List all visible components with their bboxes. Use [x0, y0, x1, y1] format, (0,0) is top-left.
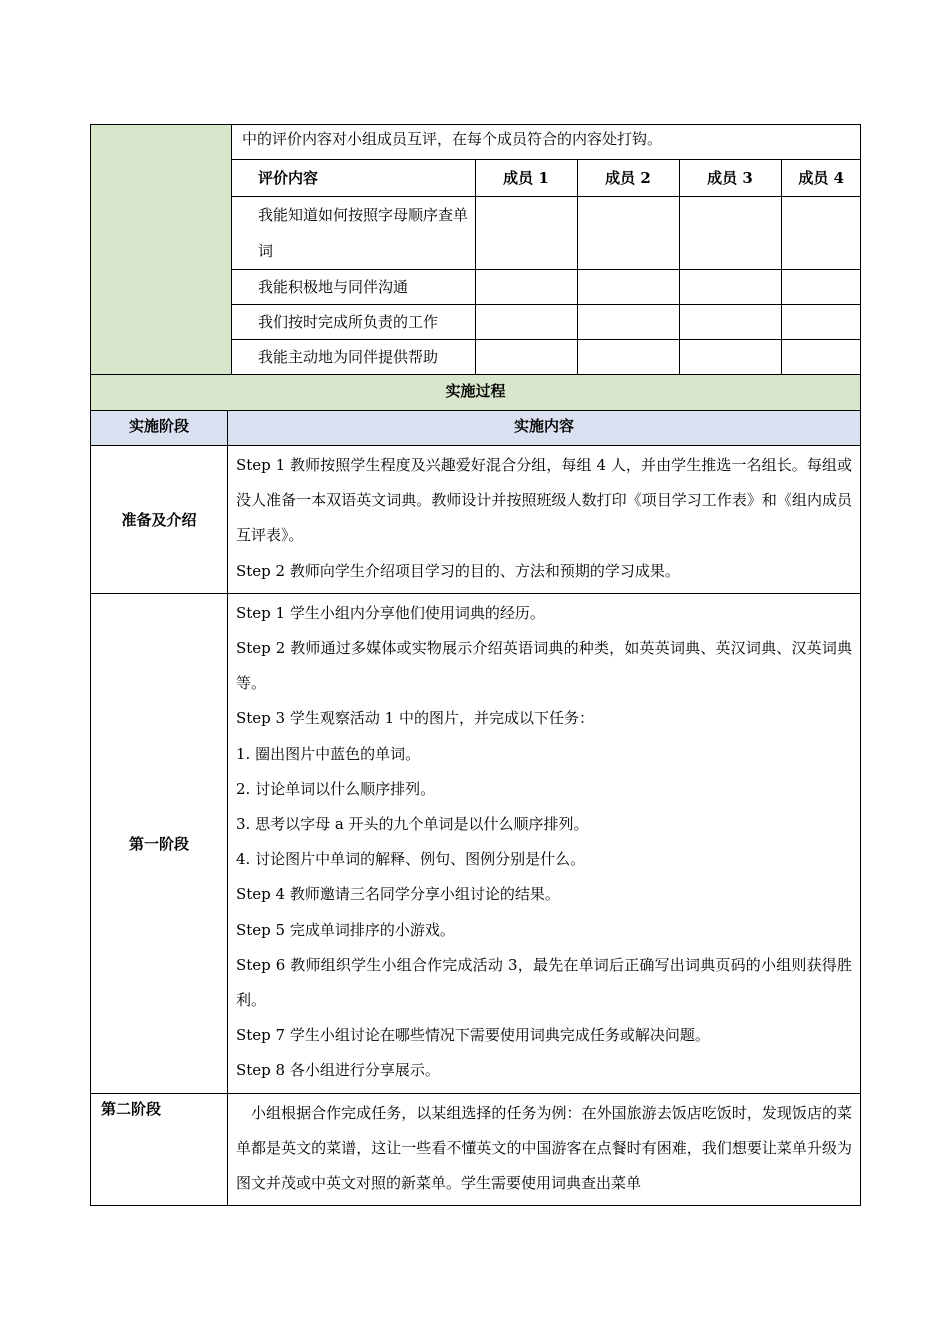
step-text: 2. 讨论单词以什么顺序排列。 [236, 779, 436, 798]
check-cell[interactable] [781, 270, 861, 305]
criteria-cell: 我们按时完成所负责的工作 [232, 305, 475, 340]
check-cell[interactable] [475, 305, 577, 340]
column-header-stage: 实施阶段 [91, 411, 228, 446]
check-cell[interactable] [475, 197, 577, 270]
header-member-4: 成员 4 [781, 160, 861, 197]
process-title: 实施过程 [91, 375, 861, 411]
stage-content-2 [228, 1093, 861, 1206]
header-member-2: 成员 2 [577, 160, 679, 197]
step-text: Step 7 学生小组讨论在哪些情况下需要使用词典完成任务或解决问题。 [236, 1026, 710, 1045]
stage-row-1 [91, 593, 861, 1093]
step-text: Step 1 教师按照学生程度及兴趣爱好混合分组，每组 4 人，并由学生推选一名组长。每组或没人准备一本双语英文词典。教师设计并按照班级人数打印《项目学习工作表》和《组内成员互评表》。 [236, 456, 853, 545]
check-cell[interactable] [577, 270, 679, 305]
check-cell[interactable] [781, 197, 861, 270]
step-text: Step 8 各小组进行分享展示。 [236, 1061, 440, 1080]
evaluation-cell [232, 125, 861, 375]
header-criteria: 评价内容 [232, 160, 475, 197]
check-cell[interactable] [475, 270, 577, 305]
check-cell[interactable] [679, 197, 781, 270]
step-text: Step 1 学生小组内分享他们使用词典的经历。 [236, 603, 545, 622]
stage-label-1: 第一阶段 [91, 593, 228, 1093]
stage-row-2 [91, 1093, 861, 1206]
criteria-cell: 我能积极地与同伴沟通 [232, 270, 475, 305]
evaluation-grid [232, 159, 861, 374]
step-text: Step 2 教师通过多媒体或实物展示介绍英语词典的种类，如英英词典、英汉词典、汉英词典等。 [236, 639, 853, 693]
check-cell[interactable] [679, 270, 781, 305]
header-member-1: 成员 1 [475, 160, 577, 197]
table-row [232, 270, 861, 305]
evaluation-intro: 中的评价内容对小组成员互评，在每个成员符合的内容处打钩。 [242, 130, 663, 148]
document-page [90, 124, 860, 1206]
stage-content-1 [228, 593, 861, 1093]
header-member-3: 成员 3 [679, 160, 781, 197]
table-row [232, 197, 861, 270]
check-cell[interactable] [577, 305, 679, 340]
process-table [90, 374, 861, 1206]
peer-evaluation-table [90, 124, 861, 375]
step-text: 1. 圈出图片中蓝色的单词。 [236, 744, 421, 763]
stage-label-2: 第二阶段 [91, 1093, 228, 1206]
stage-content-prep [228, 446, 861, 594]
stage-row-prep [91, 446, 861, 594]
check-cell[interactable] [577, 197, 679, 270]
evaluation-header-row [232, 160, 861, 197]
check-cell[interactable] [577, 340, 679, 375]
table-row [232, 305, 861, 340]
column-header-content: 实施内容 [228, 411, 861, 446]
step-text: Step 4 教师邀请三名同学分享小组讨论的结果。 [236, 885, 560, 904]
check-cell[interactable] [781, 305, 861, 340]
check-cell[interactable] [679, 340, 781, 375]
step-text: Step 5 完成单词排序的小游戏。 [236, 920, 455, 939]
table-row [232, 340, 861, 375]
step-text: 3. 思考以字母 a 开头的九个单词是以什么顺序排列。 [236, 815, 589, 834]
step-text: Step 3 学生观察活动 1 中的图片，并完成以下任务： [236, 709, 594, 728]
stage-label-prep: 准备及介绍 [91, 446, 228, 594]
criteria-cell: 我能主动地为同伴提供帮助 [232, 340, 475, 375]
check-cell[interactable] [679, 305, 781, 340]
step-text: Step 6 教师组织学生小组合作完成活动 3，最先在单词后正确写出词典页码的小组则获得胜利。 [236, 955, 853, 1010]
check-cell[interactable] [781, 340, 861, 375]
step-text: 4. 讨论图片中单词的解释、例句、图例分别是什么。 [236, 850, 586, 869]
stage-2-text: 小组根据合作完成任务，以某组选择的任务为例：在外国旅游去饭店吃饭时，发现饭店的菜单都是英文的菜谱，这让一些看不懂英文的中国游客在点餐时有困难，我们想要让菜单升级为图文并茂或中英文对照的新菜单。学生需要使用词典查出菜单 [236, 1103, 853, 1193]
step-text: Step 2 教师向学生介绍项目学习的目的、方法和预期的学习成果。 [236, 561, 680, 580]
green-side-cell [91, 125, 232, 375]
check-cell[interactable] [475, 340, 577, 375]
criteria-cell: 我能知道如何按照字母顺序查单词 [232, 197, 475, 270]
